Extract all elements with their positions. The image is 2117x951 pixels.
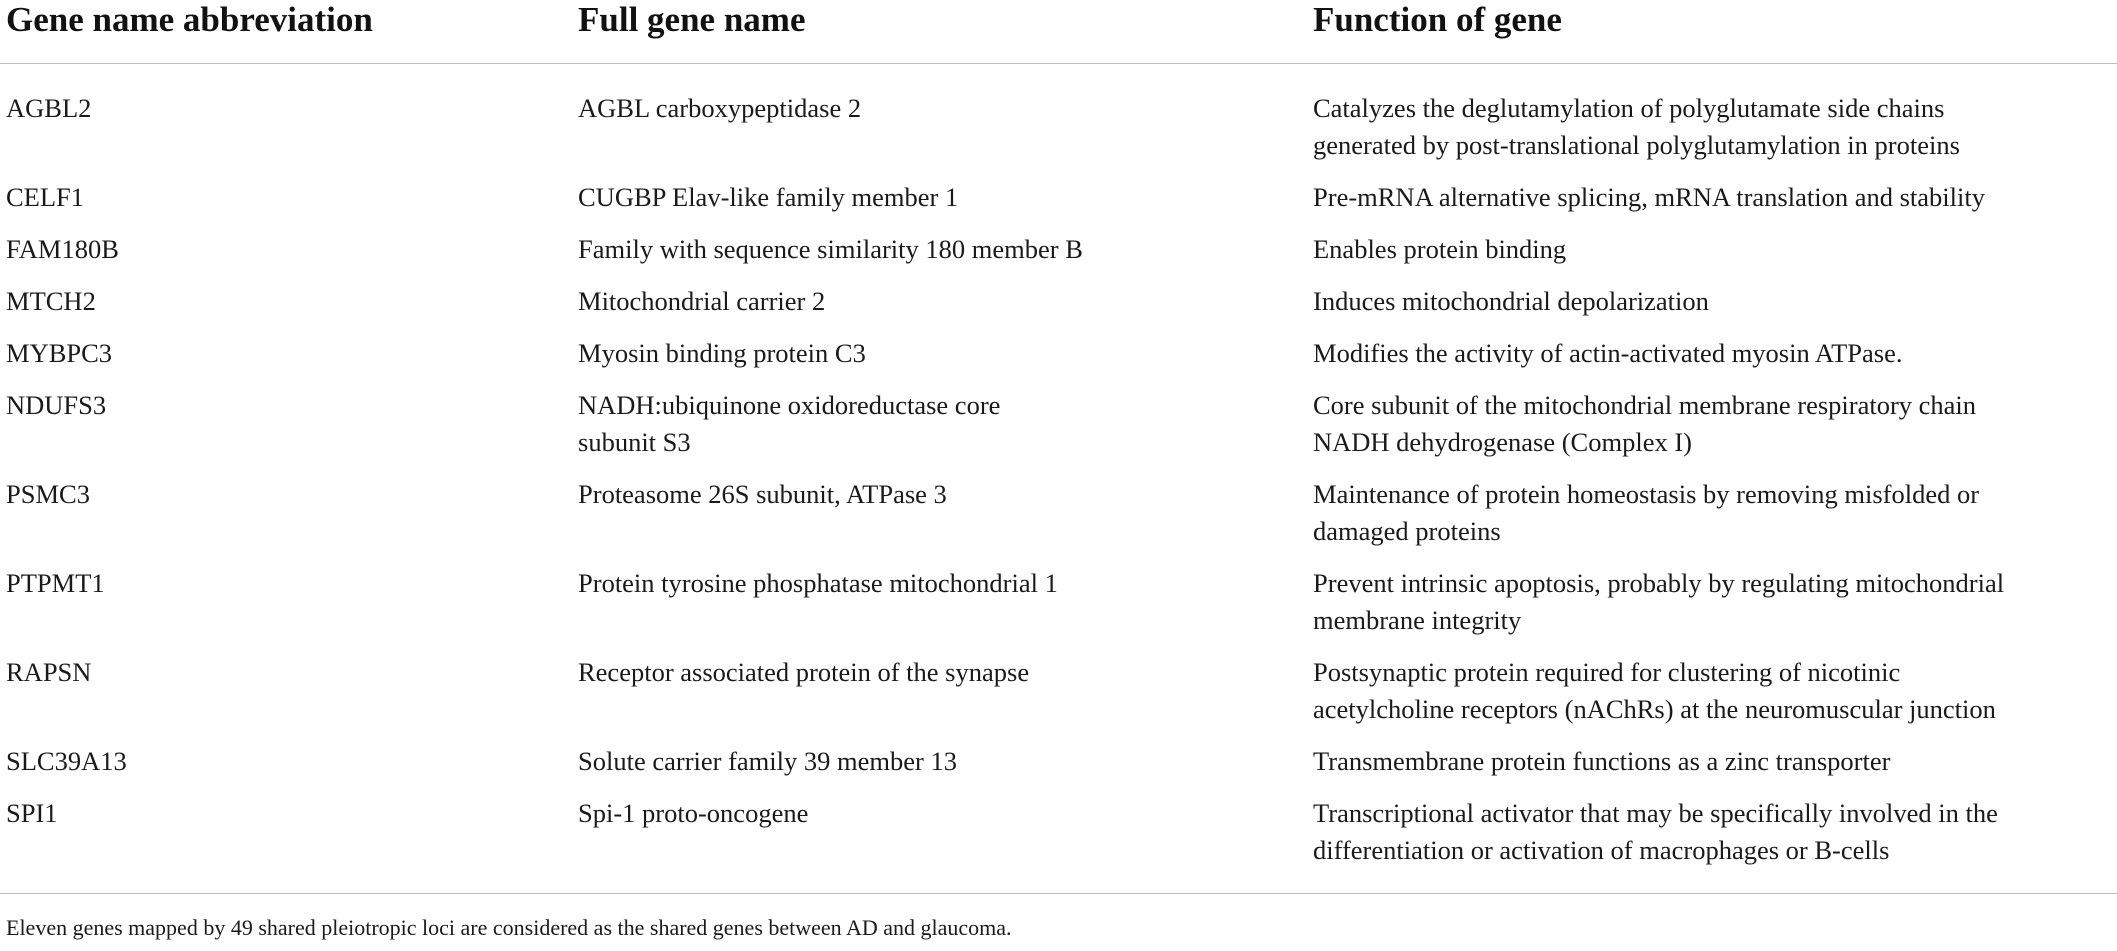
cell-abbreviation: PTPMT1 <box>6 568 105 598</box>
cell-abbreviation: FAM180B <box>6 234 119 264</box>
cell-function: Core subunit of the mitochondrial membrane respiratory chain NADH dehydrogenase (Complex I) <box>1313 390 1977 457</box>
table-row <box>0 179 2117 231</box>
table-row <box>0 335 2117 387</box>
cell-function: Maintenance of protein homeostasis by removing misfolded or damaged proteins <box>1313 479 1980 546</box>
cell-abbreviation: SLC39A13 <box>6 746 127 776</box>
table-body <box>0 64 2117 884</box>
cell-abbreviation: PSMC3 <box>6 479 90 509</box>
cell-function: Pre-mRNA alternative splicing, mRNA translation and stability <box>1313 182 1985 212</box>
cell-abbreviation: SPI1 <box>6 798 58 828</box>
table-footer-divider <box>0 893 2117 894</box>
cell-full-name: Family with sequence similarity 180 member B <box>578 234 1083 264</box>
cell-function: Transmembrane protein functions as a zinc transporter <box>1313 746 1891 776</box>
table-row <box>0 743 2117 795</box>
cell-full-name: CUGBP Elav-like family member 1 <box>578 182 959 212</box>
cell-abbreviation: RAPSN <box>6 657 92 687</box>
cell-full-name: Spi-1 proto-oncogene <box>578 798 809 828</box>
cell-full-name: Solute carrier family 39 member 13 <box>578 746 957 776</box>
cell-abbreviation: AGBL2 <box>6 93 92 123</box>
table-row <box>0 565 2117 654</box>
cell-full-name: Receptor associated protein of the synapse <box>578 657 1030 687</box>
cell-function: Induces mitochondrial depolarization <box>1313 286 1709 316</box>
table-row <box>0 476 2117 565</box>
table-row <box>0 90 2117 179</box>
cell-full-name: Mitochondrial carrier 2 <box>578 286 826 316</box>
table-row <box>0 387 2117 476</box>
header-function-of-gene: Function of gene <box>1313 0 1562 39</box>
cell-function: Transcriptional activator that may be specifically involved in the differentiation or activation of macrophages or B-cells <box>1313 798 1998 865</box>
cell-full-name: AGBL carboxypeptidase 2 <box>578 93 862 123</box>
cell-abbreviation: NDUFS3 <box>6 390 107 420</box>
cell-function: Modifies the activity of actin-activated myosin ATPase. <box>1313 338 1903 368</box>
table-footnote: Eleven genes mapped by 49 shared pleiotropic loci are considered as the shared genes between AD and glaucoma. <box>6 915 1012 940</box>
header-gene-abbreviation: Gene name abbreviation <box>6 0 373 39</box>
cell-full-name: Myosin binding protein C3 <box>578 338 866 368</box>
table-row <box>0 795 2117 884</box>
cell-abbreviation: MTCH2 <box>6 286 96 316</box>
cell-function: Postsynaptic protein required for clustering of nicotinic acetylcholine receptors (nAChRs) at the neuromuscular junction <box>1313 657 1996 724</box>
cell-full-name: NADH:ubiquinone oxidoreductase core subunit S3 <box>578 390 1001 457</box>
cell-full-name: Proteasome 26S subunit, ATPase 3 <box>578 479 947 509</box>
table-row <box>0 283 2117 335</box>
cell-abbreviation: CELF1 <box>6 182 85 212</box>
cell-full-name: Protein tyrosine phosphatase mitochondrial 1 <box>578 568 1058 598</box>
table-row <box>0 654 2117 743</box>
cell-function: Enables protein binding <box>1313 234 1567 264</box>
table-row <box>0 231 2117 283</box>
cell-abbreviation: MYBPC3 <box>6 338 113 368</box>
table-header-row <box>0 0 2117 64</box>
cell-function: Prevent intrinsic apoptosis, probably by regulating mitochondrial membrane integrity <box>1313 568 2005 635</box>
header-full-gene-name: Full gene name <box>578 0 806 39</box>
cell-function: Catalyzes the deglutamylation of polyglutamate side chains generated by post-translational polyglutamylation in proteins <box>1313 93 1960 160</box>
